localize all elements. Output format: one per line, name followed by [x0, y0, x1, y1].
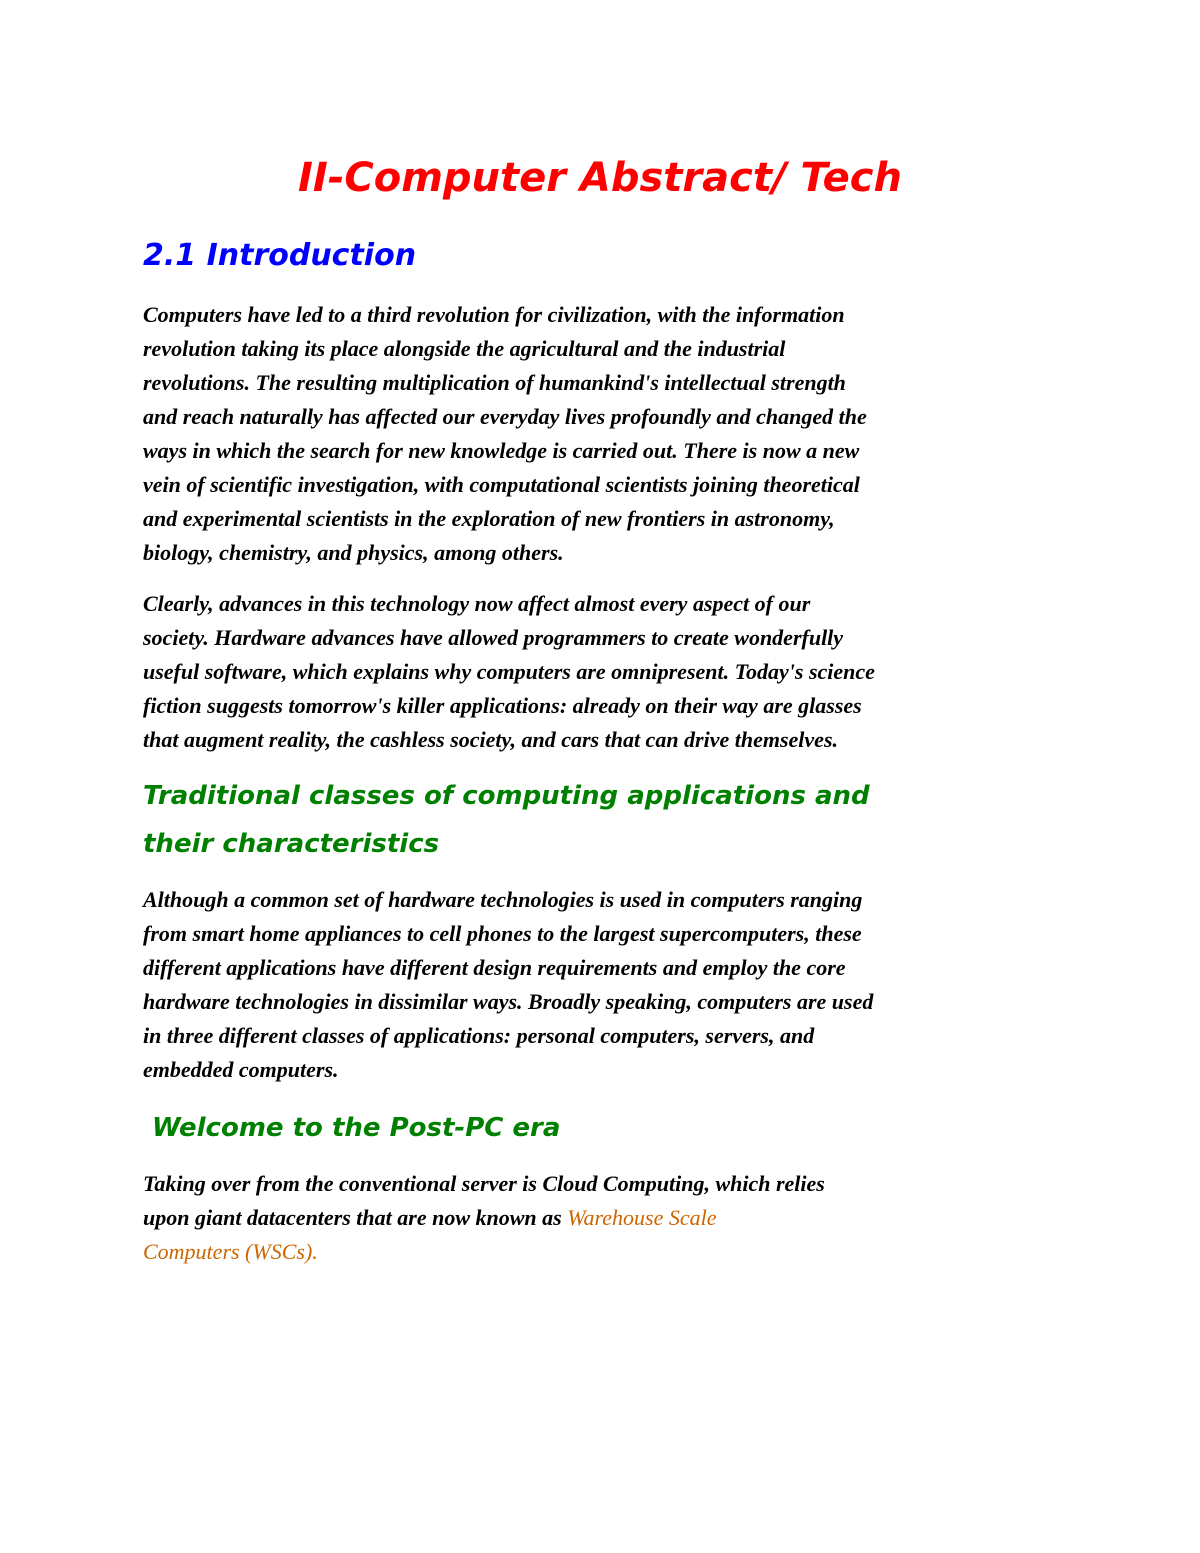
sentence-end: .	[312, 1239, 318, 1264]
heading-line: Traditional classes of computing applications and	[143, 781, 870, 811]
paragraph-line: Although a common set of hardware technologies is used in computers ranging	[143, 887, 863, 912]
classes-paragraph	[143, 883, 1055, 1087]
paragraph-line: in three different classes of applications: personal computers, servers, and	[143, 1023, 815, 1048]
paragraph-line: vein of scientific investigation, with computational scientists joining theoretical	[143, 472, 860, 497]
paragraph-line: Computers have led to a third revolution for civilization, with the information	[143, 302, 845, 327]
intro-paragraph-2	[143, 587, 1061, 757]
paragraph-line: and reach naturally has affected our everyday lives profoundly and changed the	[143, 404, 867, 429]
paragraph-line: useful software, which explains why computers are omnipresent. Today's science	[143, 659, 875, 684]
paragraph-line	[143, 1201, 1013, 1235]
paragraph-line: different applications have different design requirements and employ the core	[143, 955, 846, 980]
intro-heading: 2.1 Introduction	[143, 238, 417, 273]
postpc-paragraph	[143, 1167, 1013, 1269]
intro-paragraph-1	[143, 298, 1053, 570]
paragraph-line: embedded computers.	[143, 1057, 339, 1082]
paragraph-line	[143, 1235, 1013, 1269]
paragraph-line: hardware technologies in dissimilar ways. Broadly speaking, computers are used	[143, 989, 874, 1014]
paragraph-line: Taking over from the conventional server is Cloud Computing, which relies	[143, 1171, 825, 1196]
paragraph-line: from smart home appliances to cell phones to the largest supercomputers, these	[143, 921, 862, 946]
paragraph-line: revolution taking its place alongside the agricultural and the industrial	[143, 336, 786, 361]
wsc-link-continued[interactable]: Computers (WSCs)	[143, 1239, 313, 1264]
postpc-heading: Welcome to the Post-PC era	[152, 1113, 561, 1143]
paragraph-line: that augment reality, the cashless society, and cars that can drive themselves.	[143, 727, 839, 752]
paragraph-line: and experimental scientists in the exploration of new frontiers in astronomy,	[143, 506, 835, 531]
paragraph-line: biology, chemistry, and physics, among others.	[143, 540, 564, 565]
paragraph-line: fiction suggests tomorrow's killer applications: already on their way are glasses	[143, 693, 862, 718]
paragraph-line: ways in which the search for new knowledge is carried out. There is now a new	[143, 438, 860, 463]
paragraph-line: society. Hardware advances have allowed programmers to create wonderfully	[143, 625, 844, 650]
document-title: II-Computer Abstract/ Tech	[298, 155, 902, 201]
paragraph-text: upon giant datacenters that are now known as	[143, 1205, 568, 1230]
paragraph-line: Clearly, advances in this technology now affect almost every aspect of our	[143, 591, 811, 616]
heading-line: their characteristics	[143, 829, 440, 859]
classes-heading	[143, 772, 1043, 868]
paragraph-line: revolutions. The resulting multiplication of humankind's intellectual strength	[143, 370, 846, 395]
wsc-link[interactable]: Warehouse Scale	[567, 1205, 717, 1230]
